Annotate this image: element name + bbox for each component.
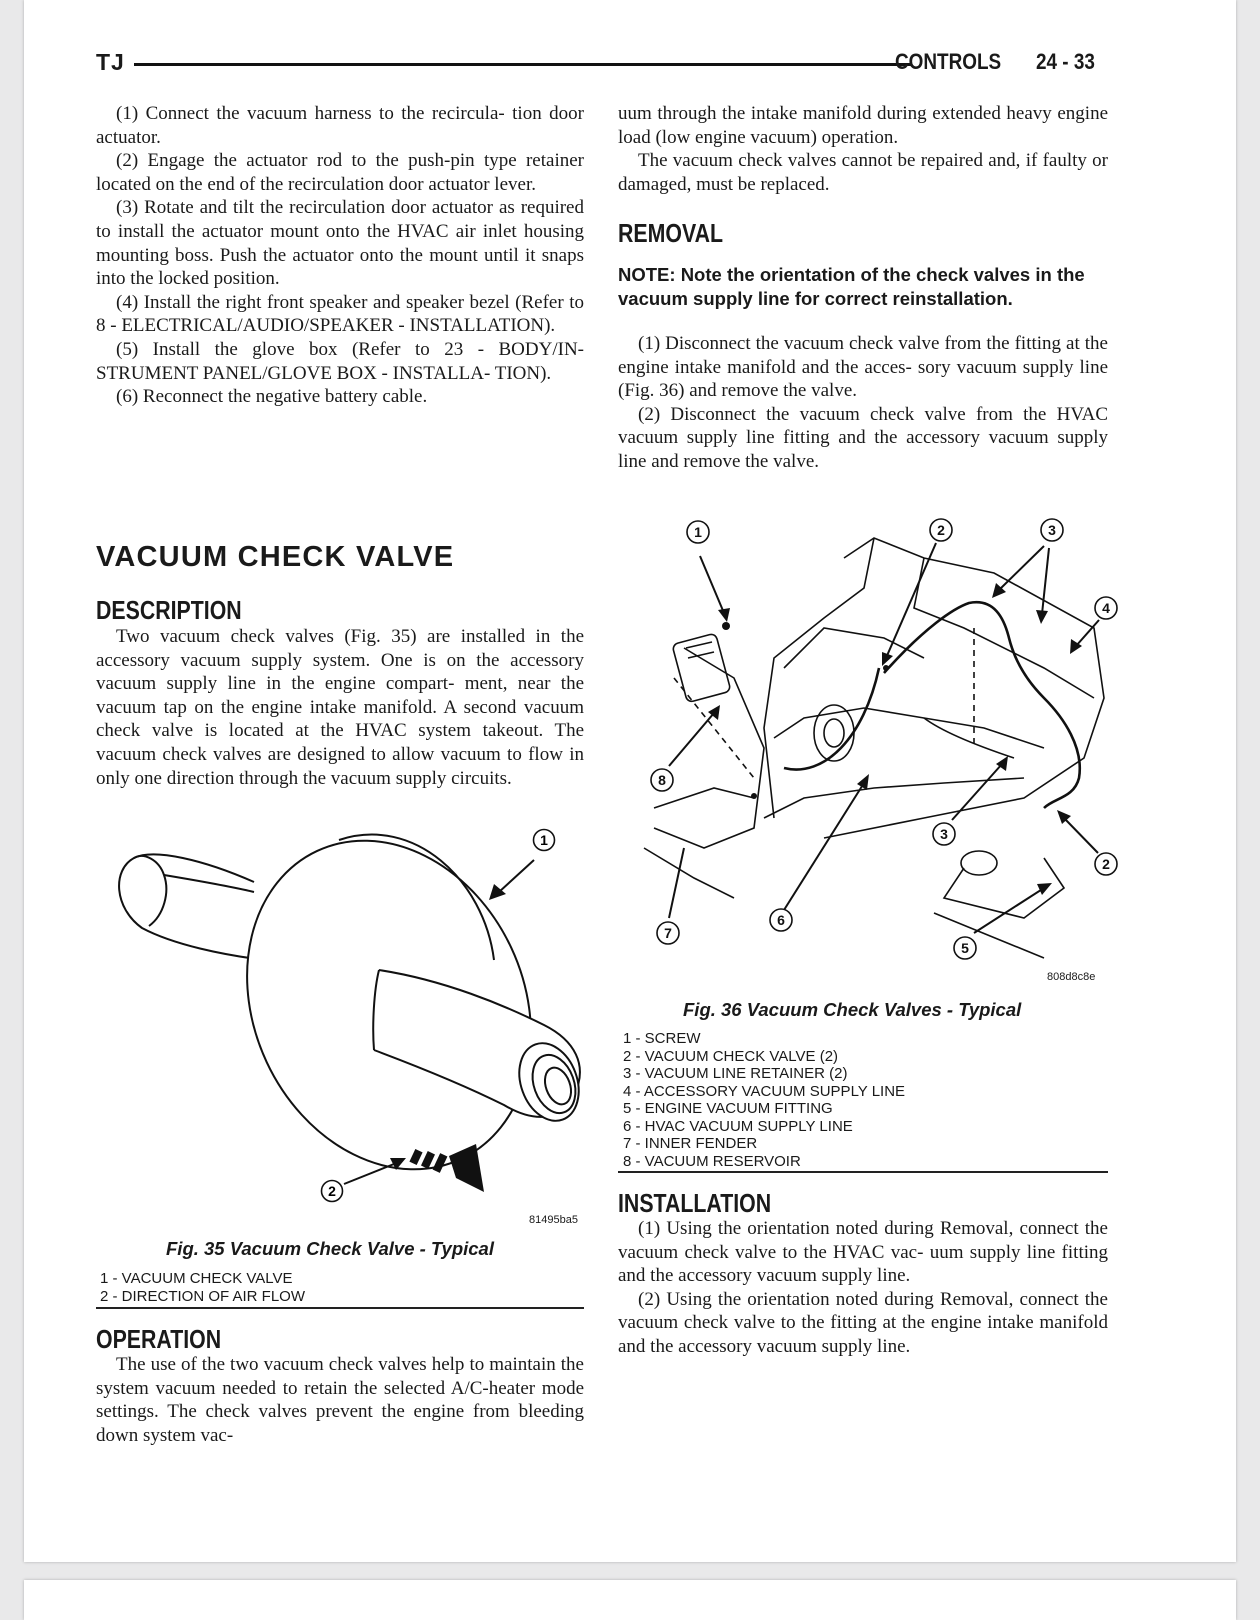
svg-text:8: 8 bbox=[658, 772, 666, 788]
fig36-engine-bay-illustration bbox=[624, 518, 1114, 978]
fig36-caption: Fig. 36 Vacuum Check Valves - Typical bbox=[683, 999, 1022, 1020]
operation-heading: OPERATION bbox=[96, 1324, 222, 1354]
removal-note: NOTE: Note the orientation of the check valves in the vacuum supply line for correct reinstallation. bbox=[618, 264, 1085, 309]
paragraph: (2) Using the orientation noted during Removal, connect the vacuum check valve to the fitting at the engine intake manifold and the accessory vacuum supply line. bbox=[618, 1288, 1108, 1357]
legend-item: 5 - ENGINE VACUUM FITTING bbox=[623, 1100, 833, 1117]
manual-page bbox=[24, 0, 1236, 1562]
svg-text:2: 2 bbox=[328, 1183, 336, 1199]
fig35-valve-illustration bbox=[104, 820, 604, 1230]
callout-2 bbox=[322, 1158, 407, 1202]
paragraph: Two vacuum check valves (Fig. 35) are installed in the accessory vacuum supply system. One is on the accessory vacuum supply line in the engine compart- ment, near the vacuum tap on the engine intake manifold. A second vacuum check valve is located at the HVAC system takeout. The vacuum check valves are designed to allow vacuum to flow in only one direction through the vacuum supply circuits. bbox=[96, 626, 584, 789]
svg-text:4: 4 bbox=[1102, 600, 1110, 616]
header-section: CONTROLS bbox=[895, 49, 1002, 74]
svg-text:1: 1 bbox=[694, 524, 702, 540]
legend-item: 3 - VACUUM LINE RETAINER (2) bbox=[623, 1065, 848, 1082]
right-column-top bbox=[618, 102, 1108, 196]
svg-text:1: 1 bbox=[540, 832, 548, 848]
left-column-top bbox=[96, 102, 584, 409]
svg-text:2: 2 bbox=[1102, 856, 1110, 872]
callout-8 bbox=[651, 705, 720, 791]
paragraph: (6) Reconnect the negative battery cable. bbox=[116, 386, 428, 408]
fig36-legend-rule bbox=[618, 1171, 1108, 1173]
svg-text:3: 3 bbox=[1048, 522, 1056, 538]
fig35-code: 81495ba5 bbox=[529, 1214, 578, 1226]
vacuum-reservoir bbox=[672, 633, 731, 703]
legend-item: 1 - VACUUM CHECK VALVE bbox=[100, 1270, 293, 1287]
inlet-tube bbox=[119, 854, 264, 960]
paragraph: uum through the intake manifold during extended heavy engine load (low engine vacuum) operation. bbox=[618, 103, 1108, 148]
paragraph: The vacuum check valves cannot be repaired and, if faulty or damaged, must be replaced. bbox=[618, 150, 1108, 195]
callout-5 bbox=[954, 883, 1052, 959]
legend-item: 1 - SCREW bbox=[623, 1030, 701, 1047]
svg-text:5: 5 bbox=[961, 940, 969, 956]
operation-body bbox=[96, 1353, 584, 1447]
paragraph: (1) Disconnect the vacuum check valve from the fitting at the engine intake manifold and the acces- sory vacuum supply line (Fig. 36) and remove the valve. bbox=[618, 333, 1108, 402]
fig35-legend-rule bbox=[96, 1307, 584, 1309]
legend-item: 6 - HVAC VACUUM SUPPLY LINE bbox=[623, 1117, 853, 1135]
removal-heading: REMOVAL bbox=[618, 218, 724, 248]
header-model: TJ bbox=[96, 49, 125, 75]
inner-fender bbox=[654, 648, 764, 848]
svg-text:6: 6 bbox=[777, 912, 785, 928]
legend-item: 4 - ACCESSORY VACUUM SUPPLY LINE bbox=[623, 1082, 906, 1100]
accessory-vacuum-supply-line bbox=[884, 602, 1080, 808]
callout-2b bbox=[1057, 810, 1117, 875]
inlet-rim bbox=[134, 856, 166, 926]
callout-7 bbox=[657, 848, 684, 944]
paragraph: (3) Rotate and tilt the recirculation door actuator as required to install the actuator mount onto the HVAC air inlet housing mounting boss. Push the actuator onto the mount until it snaps into the locked position. bbox=[96, 197, 584, 290]
paragraph: (4) Install the right front speaker and speaker bezel (Refer to 8 - ELECTRICAL/AUDIO/SPEAKER - INSTALLATION). bbox=[96, 291, 584, 337]
next-page-edge bbox=[24, 1580, 1236, 1620]
legend-item: 7 - INNER FENDER bbox=[623, 1135, 758, 1152]
header-rule bbox=[134, 63, 912, 66]
callout-3b bbox=[933, 756, 1008, 845]
fig36-code: 808d8c8e bbox=[1047, 971, 1096, 983]
coolant-bottle bbox=[961, 851, 997, 875]
legend-item: 2 - DIRECTION OF AIR FLOW bbox=[100, 1287, 306, 1305]
svg-text:3: 3 bbox=[940, 826, 948, 842]
legend-item: 2 - VACUUM CHECK VALVE (2) bbox=[623, 1047, 839, 1065]
paragraph: The use of the two vacuum check valves help to maintain the system vacuum needed to retain the selected A/C-heater mode settings. The check valves prevent the engine from bleeding down system vac- bbox=[96, 1354, 584, 1446]
section-title: VACUUM CHECK VALVE bbox=[96, 541, 455, 573]
cowl-outline bbox=[824, 538, 1104, 838]
callout-1 bbox=[687, 521, 730, 622]
fig35-legend bbox=[100, 1270, 305, 1305]
description-heading: DESCRIPTION bbox=[96, 595, 242, 625]
paragraph: (5) Install the glove box (Refer to 23 - BODY/IN- STRUMENT PANEL/GLOVE BOX - INSTALLA- TION). bbox=[96, 338, 584, 384]
paragraph: (2) Disconnect the vacuum check valve from the HVAC vacuum supply line fitting and the accessory vacuum supply line and remove the valve. bbox=[618, 403, 1108, 472]
fig35-caption: Fig. 35 Vacuum Check Valve - Typical bbox=[166, 1238, 494, 1259]
description-body bbox=[96, 625, 584, 790]
paragraph: (1) Connect the vacuum harness to the recircula- tion door actuator. bbox=[96, 103, 584, 148]
fig36-legend bbox=[623, 1030, 905, 1170]
legend-item: 8 - VACUUM RESERVOIR bbox=[623, 1152, 801, 1170]
removal-steps bbox=[618, 332, 1108, 474]
callout-4 bbox=[1070, 597, 1117, 654]
callout-1 bbox=[489, 830, 555, 901]
installation-steps bbox=[618, 1217, 1108, 1359]
svg-text:2: 2 bbox=[937, 522, 945, 538]
header-page-number: 24 - 33 bbox=[1036, 49, 1095, 74]
svg-text:7: 7 bbox=[664, 925, 672, 941]
callout-6 bbox=[770, 774, 869, 931]
installation-heading: INSTALLATION bbox=[618, 1188, 772, 1218]
paragraph: (1) Using the orientation noted during Removal, connect the vacuum check valve to the HVAC vac- uum supply line fitting and the accessory vacuum supply line. bbox=[618, 1218, 1108, 1287]
callout-3 bbox=[992, 519, 1063, 624]
paragraph: (2) Engage the actuator rod to the push-pin type retainer located on the end of the recirculation door actuator lever. bbox=[96, 150, 584, 195]
